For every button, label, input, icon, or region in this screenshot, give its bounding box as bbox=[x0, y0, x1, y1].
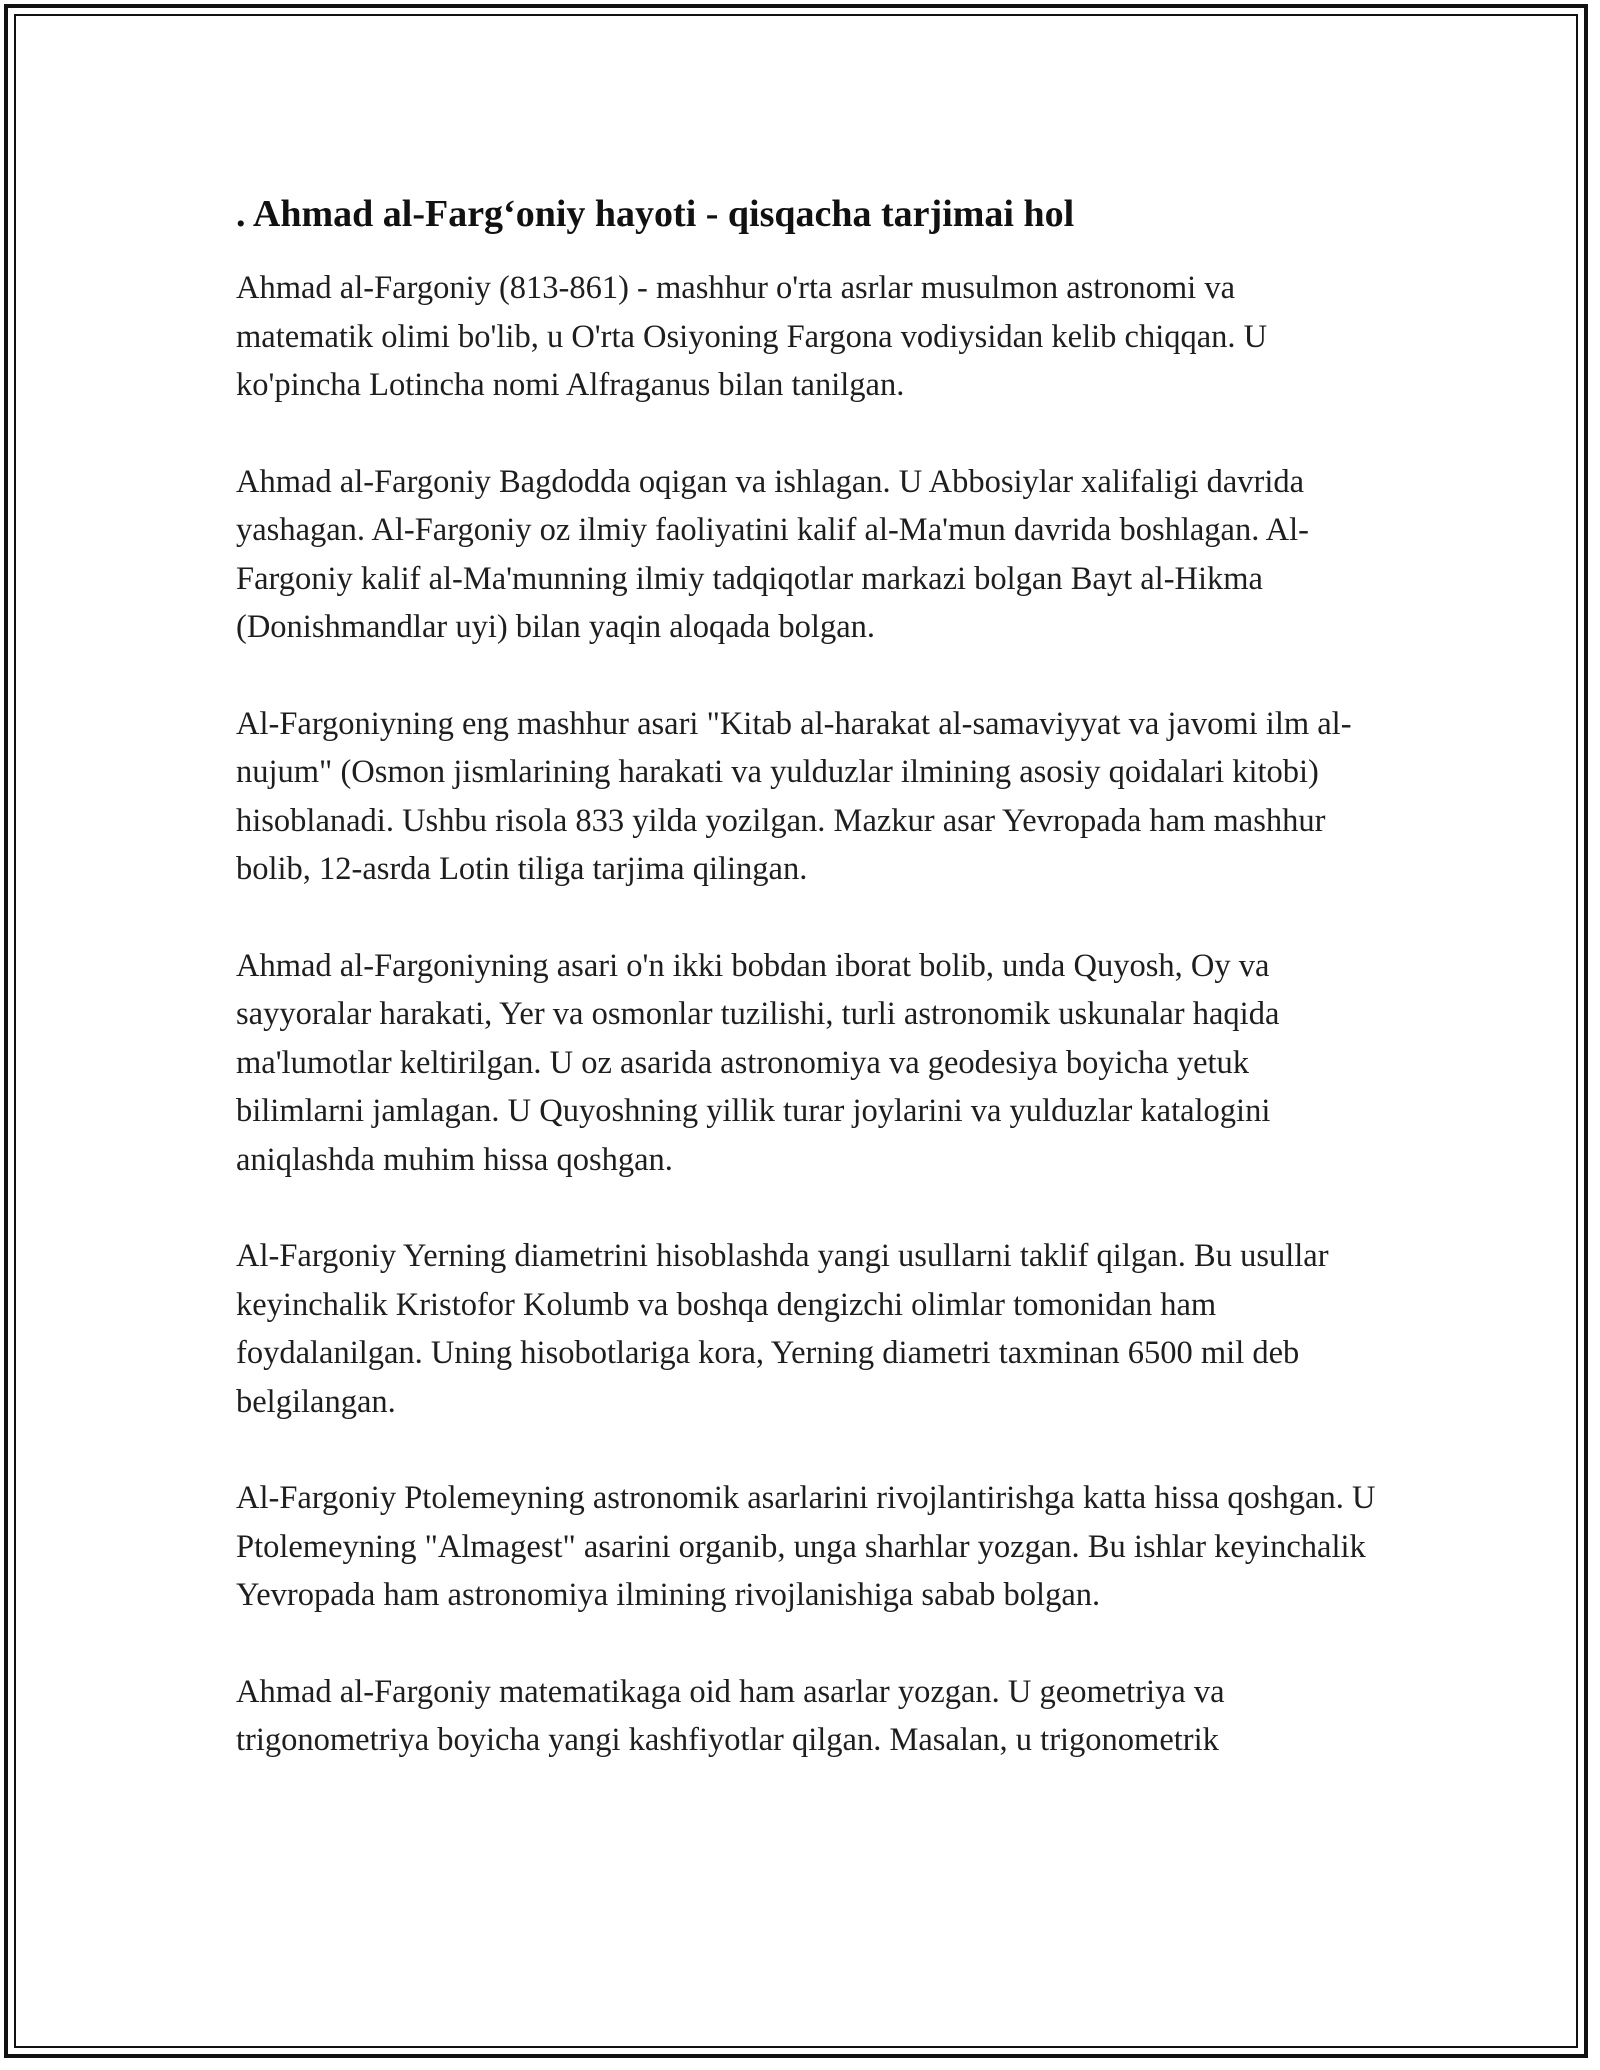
paragraph-5: Al-Fargoniy Yerning diametrini hisoblashda yangi usullarni taklif qilgan. Bu usullar keyinchalik Kristofor Kolumb va boshqa dengizchi olimlar tomonidan ham foydalanilgan. Uning hisobotlariga kora, Yerning diametri taxminan 6500 mil deb belgilangan. bbox=[236, 1238, 1329, 1420]
document-body bbox=[236, 190, 1376, 1813]
paragraph-2: Ahmad al-Fargoniy Bagdodda oqigan va ishlagan. U Abbosiylar xalifaligi davrida yashagan. Al-Fargoniy oz ilmiy faoliyatini kalif al-Ma'mun davrida boshlagan. Al-Fargoniy kalif al-Ma'munning ilmiy tadqiqotlar markazi bolgan Bayt al-Hikma (Donishmandlar uyi) bilan yaqin aloqada bolgan. bbox=[236, 463, 1310, 645]
paragraph-1: Ahmad al-Fargoniy (813-861) - mashhur o'rta asrlar musulmon astronomi va matematik olimi bo'lib, u O'rta Osiyoning Fargona vodiysidan kelib chiqqan. U ko'pincha Lotincha nomi Alfraganus bilan tanilgan. bbox=[236, 270, 1268, 403]
paragraph-4: Ahmad al-Fargoniyning asari o'n ikki bobdan iborat bolib, unda Quyosh, Oy va sayyoralar harakati, Yer va osmonlar tuzilishi, turli astronomik uskunalar haqida ma'lumotlar keltirilgan. U oz asarida astronomiya va geodesiya boyicha yetuk bilimlarni jamlagan. U Quyoshning yillik turar joylarini va yulduzlar katalogini aniqlashda muhim hissa qoshgan. bbox=[236, 947, 1280, 1178]
paragraph-7: Ahmad al-Fargoniy matematikaga oid ham asarlar yozgan. U geometriya va trigonometriya boyicha yangi kashfiyotlar qilgan. Masalan, u trigonometrik bbox=[236, 1673, 1225, 1758]
document-title: . Ahmad al-Farg‘oniy hayoti - qisqacha tarjimai hol bbox=[236, 193, 1075, 235]
paragraph-6: Al-Fargoniy Ptolemeyning astronomik asarlarini rivojlantirishga katta hissa qoshgan. U Ptolemeyning "Almagest" asarini organib, unga sharhlar yozgan. Bu ishlar keyinchalik Yevropada ham astronomiya ilmining rivojlanishiga sabab bolgan. bbox=[236, 1480, 1376, 1613]
paragraph-3: Al-Fargoniyning eng mashhur asari "Kitab al-harakat al-samaviyyat va javomi ilm al-nujum" (Osmon jismlarining harakati va yulduzlar ilmining asosiy qoidalari kitobi) hisoblanadi. Ushbu risola 833 yilda yozilgan. Mazkur asar Yevropada ham mashhur bolib, 12-asrda Lotin tiliga tarjima qilingan. bbox=[236, 705, 1352, 887]
